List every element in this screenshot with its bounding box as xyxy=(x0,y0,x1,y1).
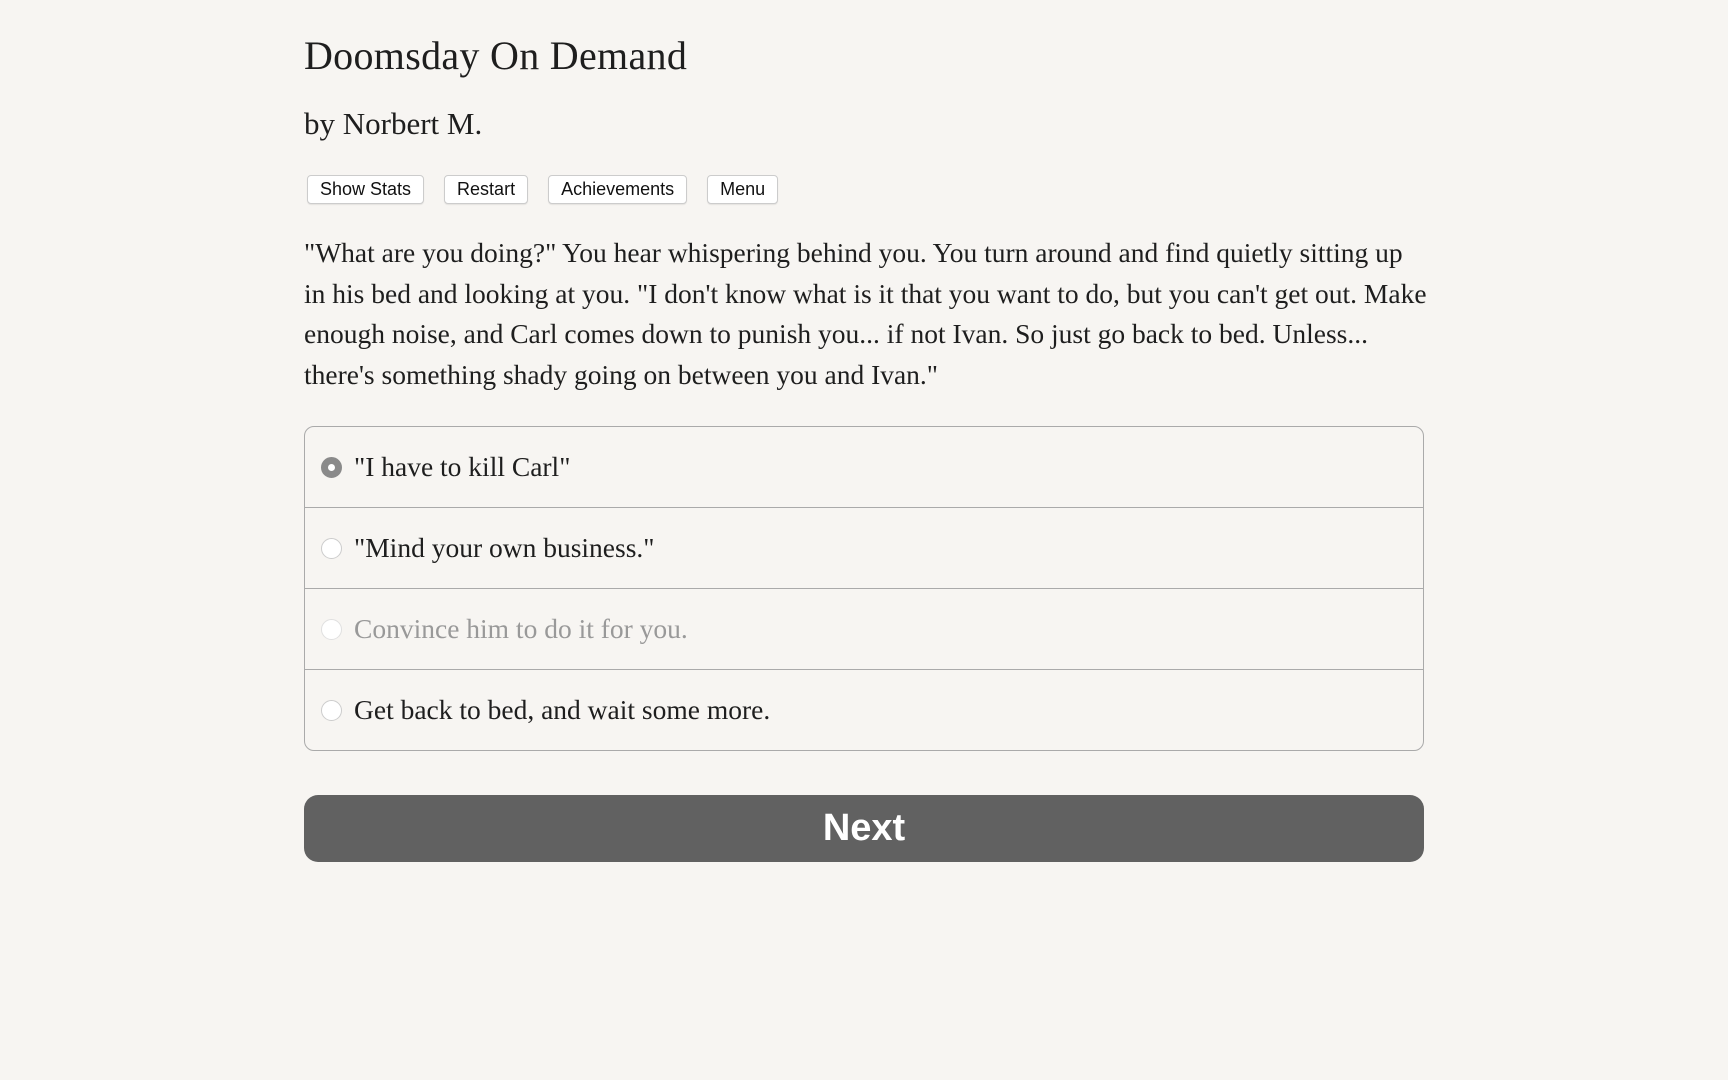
show-stats-button[interactable]: Show Stats xyxy=(307,175,424,204)
choice-option[interactable] xyxy=(305,507,1423,588)
choice-label: Convince him to do it for you. xyxy=(354,613,688,644)
choice-option[interactable] xyxy=(305,427,1423,507)
story-text: "What are you doing?" You hear whispering behind you. You turn around and find quietly sitting up in his bed and looking at you. "I don't know what is it that you want to do, but you can't get out. Make enough noise, and Carl comes down to punish you... if not Ivan. So just go back to bed. Unless... there's something shady going on between you and Ivan." xyxy=(304,237,1427,391)
restart-button[interactable]: Restart xyxy=(444,175,528,204)
choice-list xyxy=(304,426,1424,751)
choice-option[interactable] xyxy=(305,669,1423,750)
menu-button[interactable]: Menu xyxy=(707,175,778,204)
radio-button[interactable] xyxy=(321,538,342,559)
toolbar xyxy=(307,175,778,204)
next-button[interactable]: Next xyxy=(304,795,1424,862)
radio-button xyxy=(321,619,342,640)
choice-label: Get back to bed, and wait some more. xyxy=(354,694,771,725)
achievements-button[interactable]: Achievements xyxy=(548,175,687,204)
author-byline: by Norbert M. xyxy=(304,106,483,141)
choice-option-disabled xyxy=(305,588,1423,669)
game-title: Doomsday On Demand xyxy=(304,33,688,78)
choice-label: "I have to kill Carl" xyxy=(354,451,571,482)
radio-button[interactable] xyxy=(321,457,342,478)
choice-label: "Mind your own business." xyxy=(354,532,655,563)
radio-button[interactable] xyxy=(321,700,342,721)
